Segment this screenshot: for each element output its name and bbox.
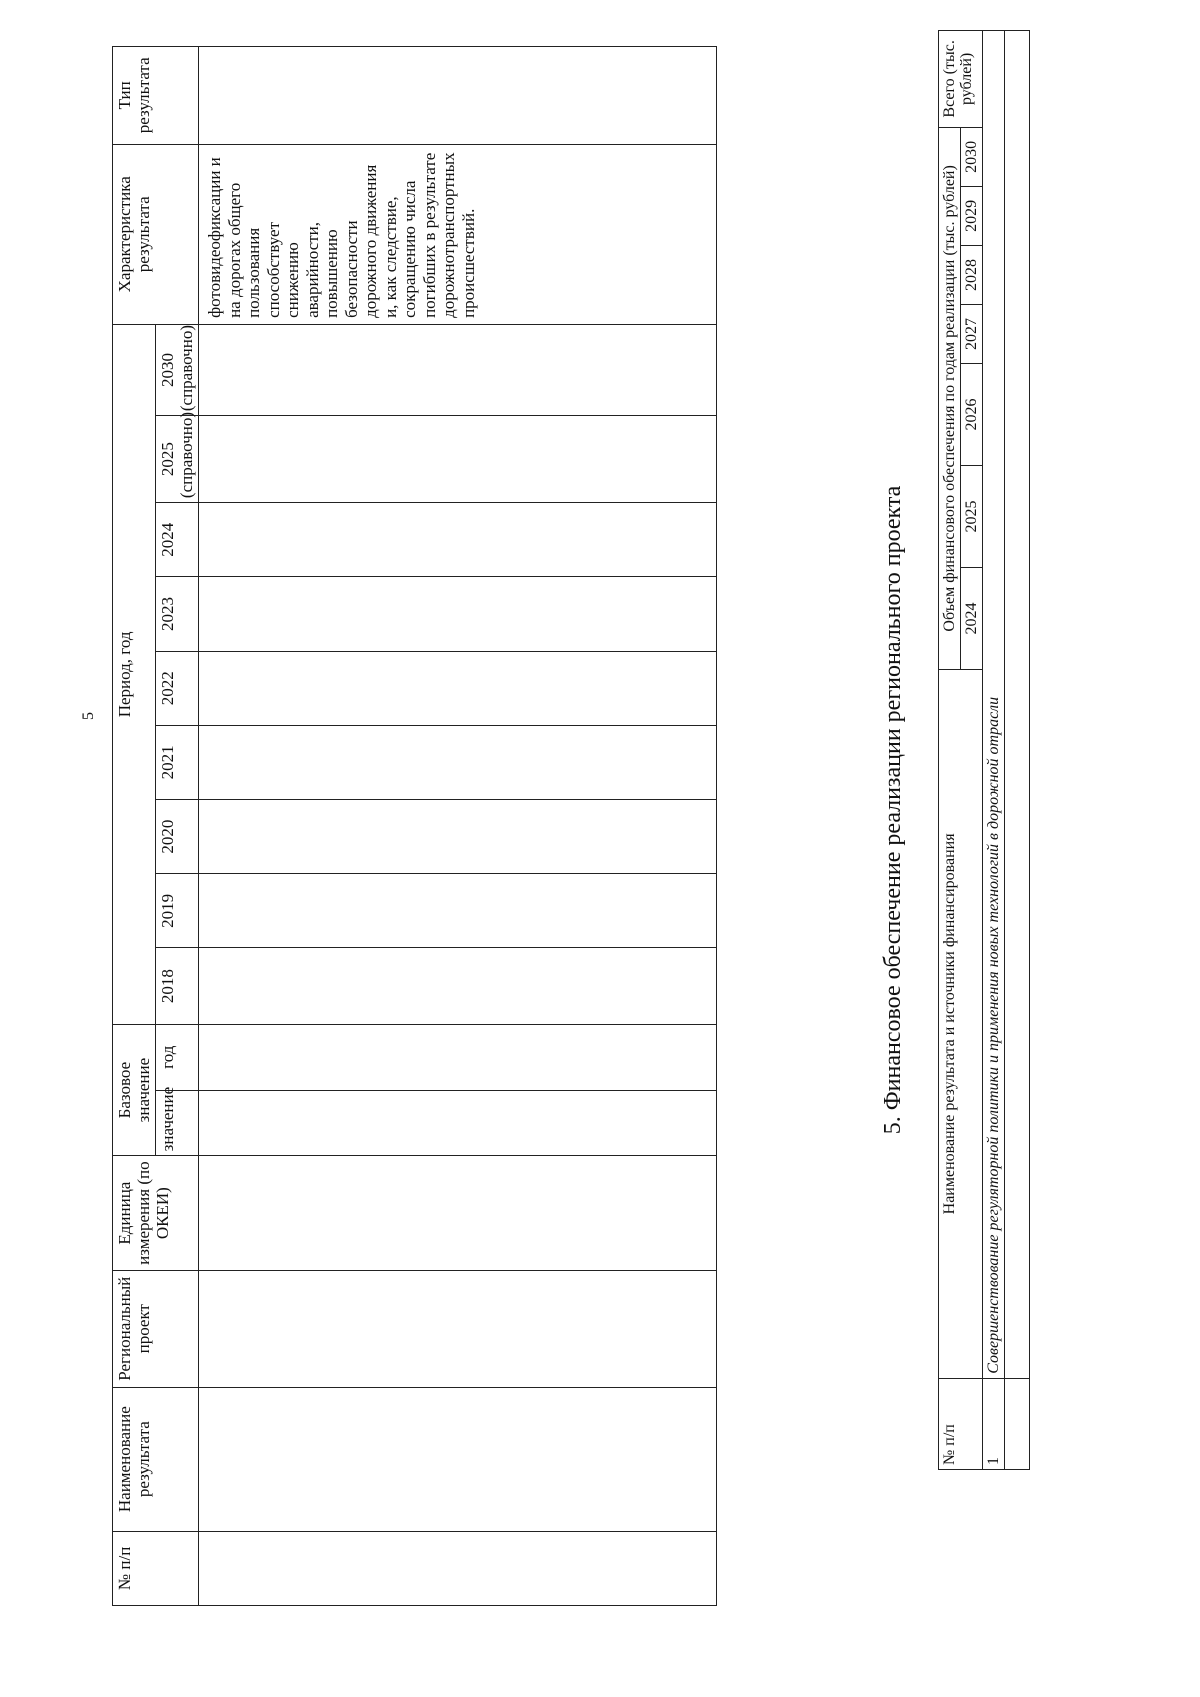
table-row (1005, 31, 1030, 1470)
table-row (983, 31, 1005, 1470)
col-regional-project-header: Региональный проект (113, 1270, 199, 1387)
col-characteristic-header: Характеристика результата (113, 144, 199, 324)
col-num-header: № п/п (113, 1531, 199, 1605)
table-row (199, 47, 717, 1606)
year-header: 2024 (156, 503, 199, 577)
year-header: 2021 (156, 725, 199, 799)
col-name-header: Наименование результата (113, 1387, 199, 1531)
year-header: 2030 (справочно) (156, 324, 199, 415)
section-title: 5. Финансовое обеспечение реализации регионального проекта (880, 485, 906, 1135)
finance-col-name-header: Наименование результата и источники финансирования (939, 670, 983, 1379)
page-number: 5 (80, 712, 97, 720)
finance-row-num: 1 (983, 1378, 1005, 1469)
col-base-value-header: Базовое значение (113, 1024, 156, 1156)
base-value-sub-value: значение (156, 1090, 199, 1156)
finance-col-num-header: № п/п (939, 1378, 983, 1469)
finance-year-header: 2024 (961, 568, 983, 670)
col-unit-header: Единица измерения (по ОКЕИ) (113, 1156, 199, 1271)
finance-row-name: Совершенствование регуляторной политики и применения новых технологий в дорожной отрасли (983, 31, 1005, 1379)
results-header-row (113, 47, 156, 1606)
base-value-sub-year: год (156, 1024, 199, 1090)
finance-year-header: 2026 (961, 364, 983, 466)
finance-col-total-header: Всего (тыс. рублей) (939, 31, 983, 128)
finance-year-header: 2030 (961, 127, 983, 186)
finance-year-header: 2027 (961, 304, 983, 363)
results-table (112, 46, 717, 1606)
finance-year-header: 2029 (961, 186, 983, 245)
finance-table (938, 30, 1030, 1470)
year-header: 2025 (справочно) (156, 416, 199, 503)
year-header: 2018 (156, 948, 199, 1024)
characteristic-cell: фотовидеофиксации и на дорогах общего пользования способствует снижению аварийности, повышению безопасности дорожного движения и, как следствие, сокращению числа погибших в результате дорожнотранспортных происшествий. (199, 144, 717, 324)
year-header: 2020 (156, 800, 199, 874)
finance-col-volume-header: Объем финансового обеспечения по годам реализации (тыс. рублей) (939, 127, 961, 669)
finance-header-row (939, 31, 961, 1470)
finance-year-header: 2028 (961, 245, 983, 304)
year-header: 2023 (156, 577, 199, 651)
year-header: 2022 (156, 651, 199, 725)
finance-year-header: 2025 (961, 466, 983, 568)
col-result-type-header: Тип результата (113, 47, 199, 145)
col-period-header: Период, год (113, 324, 156, 1024)
year-header: 2019 (156, 874, 199, 948)
